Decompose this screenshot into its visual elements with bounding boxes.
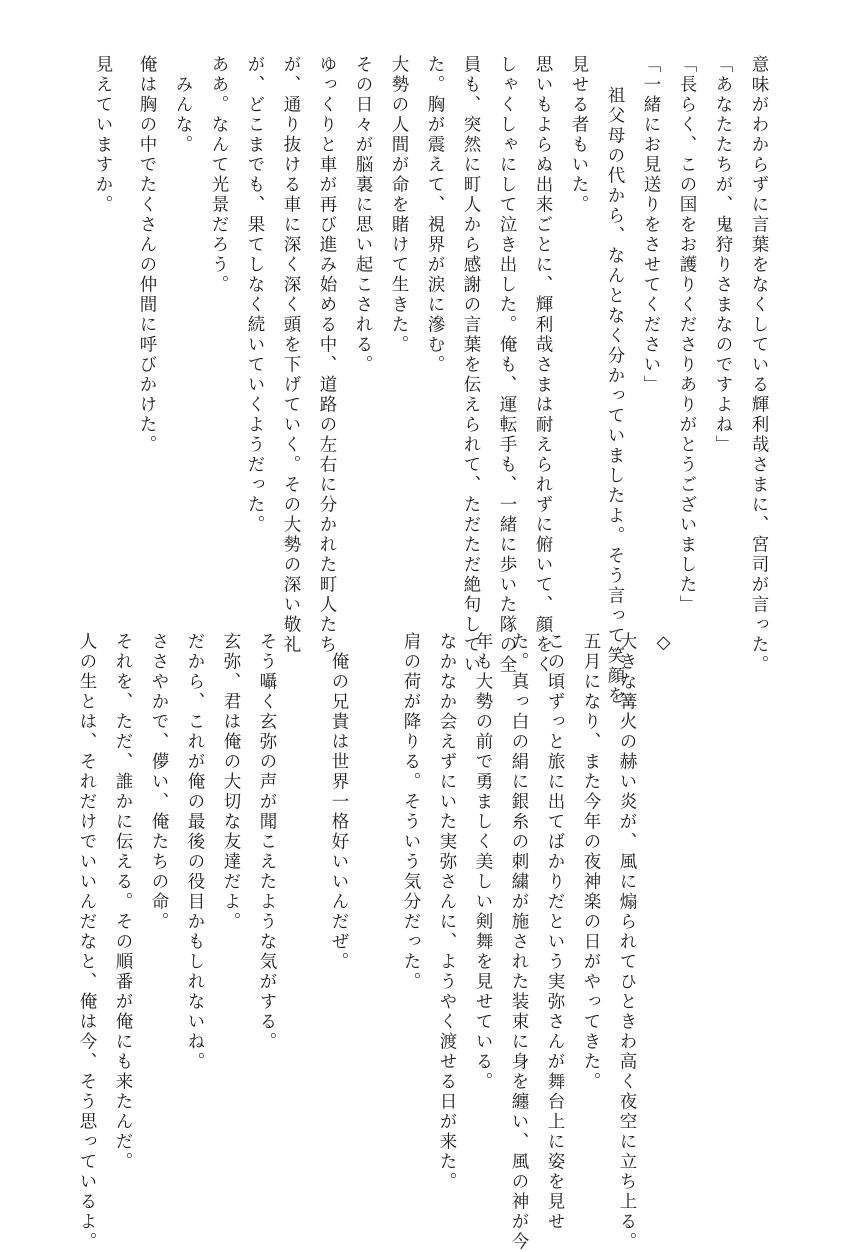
- text-line: 人の生とは、それだけでいいんだなと、俺は今、そう思っているよ。: [77, 632, 97, 1252]
- text-line: 年も大勢の前で勇ましく美しい剣舞を見せている。: [473, 632, 493, 1092]
- column-top-10: [418, 55, 451, 575]
- column-top-3: [670, 55, 703, 615]
- column-bottom-2: [610, 632, 643, 1252]
- text-line: 俺は胸の中でたくさんの仲間に呼びかけた。: [137, 55, 157, 455]
- column-bottom-7: [430, 632, 463, 1192]
- column-bottom-13: [214, 632, 247, 1152]
- column-bottom-4: [538, 632, 571, 1232]
- column-bottom-3: [574, 632, 607, 1152]
- text-line: 見せる者もいた。: [569, 55, 589, 215]
- column-top-6: [562, 55, 595, 575]
- text-line: 玄弥、君は俺の大切な友達だよ。: [221, 632, 241, 932]
- text-line: 「あなたたちが、鬼狩りさまなのですよね」: [713, 55, 733, 455]
- text-line: 意味がわからずに言葉をなくしている輝利哉さまに、宮司が言った。: [749, 55, 769, 675]
- column-bottom-17: [70, 632, 103, 1252]
- text-line: が、通り抜ける車に深く深く頭を下げていく。その大勢の深い敬礼: [281, 55, 301, 655]
- text-line: た。胸が震えて、視界が涙に滲む。: [425, 55, 445, 375]
- text-line: 肩の荷が降りる。そういう気分だった。: [401, 632, 421, 992]
- column-bottom-1: [646, 632, 680, 1152]
- column-bottom-12: [250, 632, 283, 1152]
- text-line: そう囁く玄弥の声が聞こえたような気がする。: [257, 632, 277, 1052]
- text-line: 思いもよらぬ出来ごとに、輝利哉さまは耐えられずに俯いて、顔をく: [533, 55, 553, 675]
- text-line: だから、これが俺の最後の役目かもしれないね。: [185, 632, 205, 1072]
- column-top-15: [238, 55, 271, 575]
- column-top-14: [274, 55, 307, 655]
- column-bottom-6: [466, 632, 499, 1152]
- column-top-7: [526, 55, 559, 675]
- column-top-20: [86, 55, 119, 575]
- text-line: なかなか会えずにいた実弥さんに、ようやく渡せる日が来た。: [437, 632, 457, 1192]
- text-line: 員も、突然に町人から感謝の言葉を伝えられて、ただただ絶句してい: [461, 55, 481, 675]
- text-line: 大勢の人間が命を賭けて生きた。: [389, 55, 409, 355]
- text-line: 「長らく、この国をお護りくださりありがとうございました」: [677, 55, 697, 615]
- text-line: 五月になり、また今年の夜神楽の日がやってきた。: [581, 632, 601, 1092]
- column-bottom-14: [178, 632, 211, 1152]
- text-line: 俺の兄貴は世界一格好いいんだぜ。: [329, 632, 349, 972]
- column-top-4: [634, 55, 667, 575]
- column-bottom-8: [394, 632, 427, 1152]
- column-top-2: [706, 55, 739, 575]
- text-line: 「一緒にお見送りをさせてください」: [641, 55, 661, 395]
- column-top-5: [598, 86, 631, 706]
- column-top-18: [130, 55, 163, 575]
- text-line: みんな。: [173, 55, 193, 155]
- text-line: た。真っ白の絹に銀糸の刺繍が施された装束に身を纏い、風の神が今: [509, 632, 529, 1252]
- text-line: 祖父母の代から、なんとなく分かっていましたよ。そう言って笑顔を: [605, 86, 625, 706]
- section-break-diamond: ◇: [653, 632, 674, 656]
- text-line: ゆっくりと車が再び進み始める中、道路の左右に分かれた町人たち: [317, 55, 337, 655]
- column-bottom-5: [502, 632, 535, 1252]
- text-line: それを、ただ、誰かに伝える。その順番が俺にも来たんだ。: [113, 632, 133, 1172]
- column-top-1: [742, 55, 775, 675]
- text-line: その日々が脳裏に思い起こされる。: [353, 55, 373, 375]
- column-top-16: [202, 55, 235, 575]
- column-top-17: [166, 55, 199, 575]
- column-top-9: [454, 55, 487, 675]
- text-line: ああ。なんて光景だろう。: [209, 55, 229, 295]
- column-top-8: [490, 55, 523, 675]
- text-line: しゃくしゃにして泣き出した。俺も、運転手も、一緒に歩いた隊の全: [497, 55, 517, 675]
- text-line: この頃ずっと旅に出てばかりだという実弥さんが舞台上に姿を見せ: [545, 632, 565, 1232]
- column-top-13: [310, 55, 343, 655]
- text-line: 大きな篝火の赫い炎が、風に煽られてひときわ高く夜空に立ち上る。: [617, 632, 637, 1252]
- column-bottom-16: [106, 632, 139, 1172]
- column-bottom-10: [322, 632, 355, 1152]
- column-bottom-15: [142, 632, 175, 1152]
- text-line: が、どこまでも、果てしなく続いていくようだった。: [245, 55, 265, 535]
- column-top-11: [382, 55, 415, 575]
- text-line: ささやかで、儚い、俺たちの命。: [149, 632, 169, 932]
- column-top-12: [346, 55, 379, 575]
- text-line: 見えていますか。: [93, 55, 113, 215]
